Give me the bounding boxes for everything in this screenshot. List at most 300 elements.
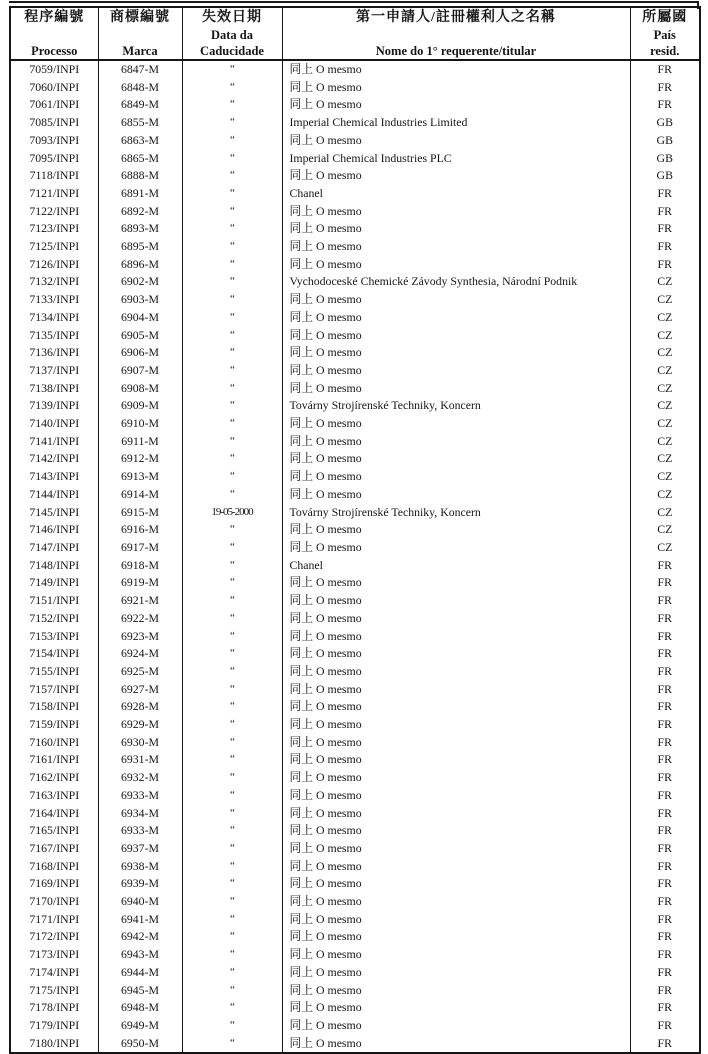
caducidade-cell: “ — [182, 858, 282, 876]
col-header-marca-pt: Marca — [122, 44, 158, 58]
pais-cell: CZ — [630, 362, 700, 380]
table-row — [10, 291, 700, 309]
caducidade-cell: “ — [182, 734, 282, 752]
header-row — [10, 7, 700, 60]
table-row — [10, 344, 700, 362]
table-row — [10, 273, 700, 291]
nome-cell: 同上 O mesmo — [282, 486, 630, 504]
pais-cell: FR — [630, 928, 700, 946]
processo-cell: 7142/INPI — [29, 451, 80, 466]
trademark-expiry-table — [9, 6, 701, 1054]
nome-cell: 同上 O mesmo — [282, 574, 630, 592]
table-row — [10, 256, 700, 274]
page-top-rule — [9, 1, 699, 3]
nome-cell: 同上 O mesmo — [282, 433, 630, 451]
marca-cell: 6928-M — [98, 698, 182, 716]
processo-cell: 7175/INPI — [29, 982, 80, 997]
pais-cell: CZ — [630, 539, 700, 557]
marca-cell: 6893-M — [98, 220, 182, 238]
col-header-caducidade-pt1: Data da — [210, 28, 254, 42]
processo-cell: 7169/INPI — [29, 876, 80, 891]
table-row — [10, 946, 700, 964]
marca-cell: 6918-M — [98, 557, 182, 575]
caducidade-cell: “ — [182, 238, 282, 256]
pais-cell: FR — [630, 840, 700, 858]
nome-cell: 同上 O mesmo — [282, 220, 630, 238]
nome-cell: Chanel — [282, 557, 630, 575]
processo-cell: 7153/INPI — [29, 628, 80, 643]
table-row — [10, 132, 700, 150]
pais-cell: GB — [630, 150, 700, 168]
processo-cell: 7155/INPI — [29, 663, 80, 678]
nome-cell: 同上 O mesmo — [282, 1035, 630, 1054]
pais-cell: FR — [630, 822, 700, 840]
nome-cell: 同上 O mesmo — [282, 751, 630, 769]
marca-cell: 6913-M — [98, 468, 182, 486]
table-row — [10, 769, 700, 787]
nome-cell: 同上 O mesmo — [282, 167, 630, 185]
nome-cell: 同上 O mesmo — [282, 362, 630, 380]
nome-cell: 同上 O mesmo — [282, 769, 630, 787]
marca-cell: 6914-M — [98, 486, 182, 504]
pais-cell: CZ — [630, 415, 700, 433]
nome-cell: 同上 O mesmo — [282, 787, 630, 805]
nome-cell: 同上 O mesmo — [282, 291, 630, 309]
nome-cell: 同上 O mesmo — [282, 822, 630, 840]
table-row — [10, 858, 700, 876]
processo-cell: 7140/INPI — [29, 416, 80, 431]
col-header-processo-pt: Processo — [31, 44, 78, 58]
nome-cell: 同上 O mesmo — [282, 60, 630, 79]
processo-cell: 7121/INPI — [29, 185, 80, 200]
pais-cell: FR — [630, 256, 700, 274]
nome-cell: 同上 O mesmo — [282, 539, 630, 557]
caducidade-cell: “ — [182, 787, 282, 805]
processo-cell: 7168/INPI — [29, 858, 80, 873]
caducidade-cell: “ — [182, 911, 282, 929]
pais-cell: FR — [630, 858, 700, 876]
processo-cell: 7161/INPI — [29, 752, 80, 767]
caducidade-cell: “ — [182, 203, 282, 221]
pais-cell: CZ — [630, 504, 700, 522]
caducidade-cell: “ — [182, 256, 282, 274]
pais-cell: CZ — [630, 486, 700, 504]
marca-cell: 6943-M — [98, 946, 182, 964]
pais-cell: FR — [630, 610, 700, 628]
table-row — [10, 521, 700, 539]
pais-cell: FR — [630, 663, 700, 681]
processo-cell: 7122/INPI — [29, 203, 80, 218]
pais-cell: CZ — [630, 468, 700, 486]
pais-cell: CZ — [630, 433, 700, 451]
caducidade-cell: “ — [182, 645, 282, 663]
table-row — [10, 60, 700, 79]
caducidade-cell: “ — [182, 450, 282, 468]
pais-cell: FR — [630, 645, 700, 663]
processo-cell: 7146/INPI — [29, 522, 80, 537]
processo-cell: 7178/INPI — [29, 1000, 80, 1015]
nome-cell: 同上 O mesmo — [282, 858, 630, 876]
processo-cell: 7085/INPI — [29, 115, 80, 130]
table-row — [10, 203, 700, 221]
caducidade-cell: “ — [182, 309, 282, 327]
table-row — [10, 96, 700, 114]
marca-cell: 6906-M — [98, 344, 182, 362]
processo-cell: 7136/INPI — [29, 345, 80, 360]
pais-cell: FR — [630, 698, 700, 716]
processo-cell: 7152/INPI — [29, 610, 80, 625]
marca-cell: 6941-M — [98, 911, 182, 929]
marca-cell: 6863-M — [98, 132, 182, 150]
table-row — [10, 362, 700, 380]
table-row — [10, 928, 700, 946]
pais-cell: FR — [630, 96, 700, 114]
pais-cell: FR — [630, 716, 700, 734]
nome-cell: Imperial Chemical Industries PLC — [282, 150, 630, 168]
table-row — [10, 433, 700, 451]
caducidade-cell: “ — [182, 167, 282, 185]
nome-cell: 同上 O mesmo — [282, 415, 630, 433]
marca-cell: 6921-M — [98, 592, 182, 610]
col-header-pais-pt2: resid. — [650, 44, 680, 58]
pais-cell: CZ — [630, 273, 700, 291]
processo-cell: 7173/INPI — [29, 947, 80, 962]
pais-cell: FR — [630, 185, 700, 203]
processo-cell: 7132/INPI — [29, 274, 80, 289]
pais-cell: FR — [630, 999, 700, 1017]
table-row — [10, 415, 700, 433]
table-body — [10, 60, 700, 1053]
caducidade-cell: “ — [182, 150, 282, 168]
nome-cell: 同上 O mesmo — [282, 911, 630, 929]
marca-cell: 6919-M — [98, 574, 182, 592]
marca-cell: 6940-M — [98, 893, 182, 911]
table-row — [10, 893, 700, 911]
caducidade-cell: “ — [182, 327, 282, 345]
caducidade-cell: “ — [182, 946, 282, 964]
marca-cell: 6902-M — [98, 273, 182, 291]
caducidade-cell: “ — [182, 574, 282, 592]
caducidade-cell: “ — [182, 521, 282, 539]
processo-cell: 7165/INPI — [29, 823, 80, 838]
caducidade-cell: “ — [182, 380, 282, 398]
processo-cell: 7138/INPI — [29, 380, 80, 395]
pais-cell: FR — [630, 734, 700, 752]
nome-cell: 同上 O mesmo — [282, 79, 630, 97]
caducidade-cell: “ — [182, 539, 282, 557]
marca-cell: 6950-M — [98, 1035, 182, 1054]
marca-cell: 6904-M — [98, 309, 182, 327]
caducidade-cell: “ — [182, 982, 282, 1000]
caducidade-cell: “ — [182, 96, 282, 114]
caducidade-cell: “ — [182, 751, 282, 769]
processo-cell: 7123/INPI — [29, 221, 80, 236]
caducidade-cell: “ — [182, 928, 282, 946]
table-row — [10, 716, 700, 734]
processo-cell: 7172/INPI — [29, 929, 80, 944]
marca-cell: 6892-M — [98, 203, 182, 221]
marca-cell: 6855-M — [98, 114, 182, 132]
caducidade-cell: “ — [182, 344, 282, 362]
nome-cell: 同上 O mesmo — [282, 946, 630, 964]
table-row — [10, 734, 700, 752]
table-row — [10, 999, 700, 1017]
pais-cell: CZ — [630, 291, 700, 309]
pais-cell: FR — [630, 964, 700, 982]
col-header-marca — [98, 7, 182, 60]
nome-cell: 同上 O mesmo — [282, 592, 630, 610]
caducidade-cell: “ — [182, 875, 282, 893]
marca-cell: 6905-M — [98, 327, 182, 345]
table-row — [10, 114, 700, 132]
processo-cell: 7158/INPI — [29, 699, 80, 714]
processo-cell: 7059/INPI — [29, 62, 80, 76]
marca-cell: 6925-M — [98, 663, 182, 681]
table-row — [10, 539, 700, 557]
table-row — [10, 681, 700, 699]
marca-cell: 6923-M — [98, 628, 182, 646]
marca-cell: 6933-M — [98, 787, 182, 805]
table-row — [10, 150, 700, 168]
nome-cell: 同上 O mesmo — [282, 805, 630, 823]
nome-cell: 同上 O mesmo — [282, 256, 630, 274]
processo-cell: 7163/INPI — [29, 787, 80, 802]
processo-cell: 7180/INPI — [29, 1035, 80, 1050]
marca-cell: 6909-M — [98, 397, 182, 415]
nome-cell: 同上 O mesmo — [282, 964, 630, 982]
table-row — [10, 964, 700, 982]
processo-cell: 7145/INPI — [29, 504, 80, 519]
caducidade-cell: “ — [182, 1035, 282, 1054]
nome-cell: Vychodoceské Chemické Závody Synthesia, Národní Podnik — [282, 273, 630, 291]
marca-cell: 6910-M — [98, 415, 182, 433]
marca-cell: 6908-M — [98, 380, 182, 398]
processo-cell: 7061/INPI — [29, 97, 80, 112]
caducidade-cell: “ — [182, 362, 282, 380]
marca-cell: 6903-M — [98, 291, 182, 309]
caducidade-cell: “ — [182, 716, 282, 734]
marca-cell: 6932-M — [98, 769, 182, 787]
table-row — [10, 79, 700, 97]
processo-cell: 7157/INPI — [29, 681, 80, 696]
marca-cell: 6888-M — [98, 167, 182, 185]
pais-cell: FR — [630, 220, 700, 238]
table-row — [10, 468, 700, 486]
marca-cell: 6849-M — [98, 96, 182, 114]
pais-cell: FR — [630, 751, 700, 769]
marca-cell: 6911-M — [98, 433, 182, 451]
table-row — [10, 238, 700, 256]
processo-cell: 7141/INPI — [29, 433, 80, 448]
processo-cell: 7170/INPI — [29, 894, 80, 909]
processo-cell: 7164/INPI — [29, 805, 80, 820]
col-header-pais — [630, 7, 700, 60]
table-row — [10, 875, 700, 893]
table-row — [10, 698, 700, 716]
pais-cell: GB — [630, 114, 700, 132]
nome-cell: 同上 O mesmo — [282, 203, 630, 221]
marca-cell: 6948-M — [98, 999, 182, 1017]
nome-cell: 同上 O mesmo — [282, 928, 630, 946]
nome-cell: 同上 O mesmo — [282, 840, 630, 858]
pais-cell: FR — [630, 946, 700, 964]
marca-cell: 6944-M — [98, 964, 182, 982]
table-row — [10, 911, 700, 929]
marca-cell: 6895-M — [98, 238, 182, 256]
marca-cell: 6929-M — [98, 716, 182, 734]
nome-cell: 同上 O mesmo — [282, 1017, 630, 1035]
col-header-marca-zh: 商標編號 — [110, 10, 170, 25]
nome-cell: 同上 O mesmo — [282, 132, 630, 150]
caducidade-cell: “ — [182, 840, 282, 858]
table-row — [10, 628, 700, 646]
nome-cell: 同上 O mesmo — [282, 468, 630, 486]
marca-cell: 6848-M — [98, 79, 182, 97]
processo-cell: 7125/INPI — [29, 239, 80, 254]
caducidade-cell: “ — [182, 822, 282, 840]
pais-cell: CZ — [630, 344, 700, 362]
pais-cell: GB — [630, 132, 700, 150]
processo-cell: 7118/INPI — [29, 168, 79, 183]
nome-cell: 同上 O mesmo — [282, 698, 630, 716]
processo-cell: 7093/INPI — [29, 132, 80, 147]
caducidade-cell: “ — [182, 610, 282, 628]
marca-cell: 6847-M — [98, 60, 182, 79]
pais-cell: GB — [630, 167, 700, 185]
caducidade-cell: “ — [182, 999, 282, 1017]
processo-cell: 7171/INPI — [29, 911, 80, 926]
marca-cell: 6933-M — [98, 822, 182, 840]
marca-cell: 6938-M — [98, 858, 182, 876]
processo-cell: 7133/INPI — [29, 292, 80, 307]
col-header-caducidade-pt2: Caducidade — [200, 44, 264, 58]
marca-cell: 6939-M — [98, 875, 182, 893]
pais-cell: CZ — [630, 380, 700, 398]
processo-cell: 7134/INPI — [29, 309, 80, 324]
pais-cell: FR — [630, 875, 700, 893]
pais-cell: CZ — [630, 521, 700, 539]
col-header-caducidade — [182, 7, 282, 60]
table-row — [10, 220, 700, 238]
pais-cell: FR — [630, 911, 700, 929]
nome-cell: 同上 O mesmo — [282, 982, 630, 1000]
table-row — [10, 574, 700, 592]
nome-cell: 同上 O mesmo — [282, 610, 630, 628]
caducidade-cell: “ — [182, 114, 282, 132]
processo-cell: 7162/INPI — [29, 770, 80, 785]
marca-cell: 6937-M — [98, 840, 182, 858]
nome-cell: 同上 O mesmo — [282, 521, 630, 539]
nome-cell: 同上 O mesmo — [282, 893, 630, 911]
caducidade-cell: “ — [182, 79, 282, 97]
pais-cell: FR — [630, 557, 700, 575]
processo-cell: 7154/INPI — [29, 646, 80, 661]
caducidade-cell: 19-05-2000 — [182, 504, 282, 522]
processo-cell: 7179/INPI — [29, 1017, 80, 1032]
processo-cell: 7139/INPI — [29, 398, 80, 413]
pais-cell: FR — [630, 628, 700, 646]
nome-cell: 同上 O mesmo — [282, 628, 630, 646]
table-row — [10, 1035, 700, 1054]
marca-cell: 6922-M — [98, 610, 182, 628]
nome-cell: 同上 O mesmo — [282, 344, 630, 362]
nome-cell: 同上 O mesmo — [282, 327, 630, 345]
caducidade-cell: “ — [182, 1017, 282, 1035]
marca-cell: 6934-M — [98, 805, 182, 823]
col-header-nome — [282, 7, 630, 60]
col-header-processo — [10, 7, 98, 60]
caducidade-cell: “ — [182, 698, 282, 716]
pais-cell: CZ — [630, 309, 700, 327]
pais-cell: FR — [630, 681, 700, 699]
nome-cell: 同上 O mesmo — [282, 645, 630, 663]
pais-cell: CZ — [630, 450, 700, 468]
table-row — [10, 167, 700, 185]
processo-cell: 7060/INPI — [29, 79, 80, 94]
processo-cell: 7149/INPI — [29, 575, 80, 590]
caducidade-cell: “ — [182, 273, 282, 291]
marca-cell: 6924-M — [98, 645, 182, 663]
nome-cell: Továrny Strojírenské Techniky, Koncern — [282, 397, 630, 415]
processo-cell: 7135/INPI — [29, 327, 80, 342]
nome-cell: 同上 O mesmo — [282, 999, 630, 1017]
table-row — [10, 327, 700, 345]
marca-cell: 6917-M — [98, 539, 182, 557]
nome-cell: Imperial Chemical Industries Limited — [282, 114, 630, 132]
table-row — [10, 840, 700, 858]
processo-cell: 7159/INPI — [29, 717, 80, 732]
caducidade-cell: “ — [182, 433, 282, 451]
caducidade-cell: “ — [182, 964, 282, 982]
table-row — [10, 610, 700, 628]
pais-cell: FR — [630, 805, 700, 823]
nome-cell: 同上 O mesmo — [282, 734, 630, 752]
pais-cell: FR — [630, 1017, 700, 1035]
marca-cell: 6930-M — [98, 734, 182, 752]
table-row — [10, 787, 700, 805]
caducidade-cell: “ — [182, 397, 282, 415]
caducidade-cell: “ — [182, 592, 282, 610]
table-row — [10, 645, 700, 663]
caducidade-cell: “ — [182, 291, 282, 309]
marca-cell: 6896-M — [98, 256, 182, 274]
nome-cell: 同上 O mesmo — [282, 450, 630, 468]
caducidade-cell: “ — [182, 893, 282, 911]
col-header-nome-pt: Nome do 1° requerente/titular — [375, 44, 537, 58]
processo-cell: 7148/INPI — [29, 557, 80, 572]
nome-cell: 同上 O mesmo — [282, 663, 630, 681]
pais-cell: FR — [630, 1035, 700, 1054]
processo-cell: 7137/INPI — [29, 362, 80, 377]
table-row — [10, 592, 700, 610]
table-row — [10, 185, 700, 203]
caducidade-cell: “ — [182, 185, 282, 203]
nome-cell: 同上 O mesmo — [282, 309, 630, 327]
processo-cell: 7126/INPI — [29, 256, 80, 271]
table-header — [10, 7, 700, 60]
marca-cell: 6945-M — [98, 982, 182, 1000]
nome-cell: 同上 O mesmo — [282, 238, 630, 256]
caducidade-cell: “ — [182, 663, 282, 681]
caducidade-cell: “ — [182, 769, 282, 787]
nome-cell: 同上 O mesmo — [282, 681, 630, 699]
pais-cell: FR — [630, 893, 700, 911]
table-row — [10, 982, 700, 1000]
table-row — [10, 805, 700, 823]
table-row — [10, 822, 700, 840]
processo-cell: 7160/INPI — [29, 734, 80, 749]
pais-cell: FR — [630, 574, 700, 592]
